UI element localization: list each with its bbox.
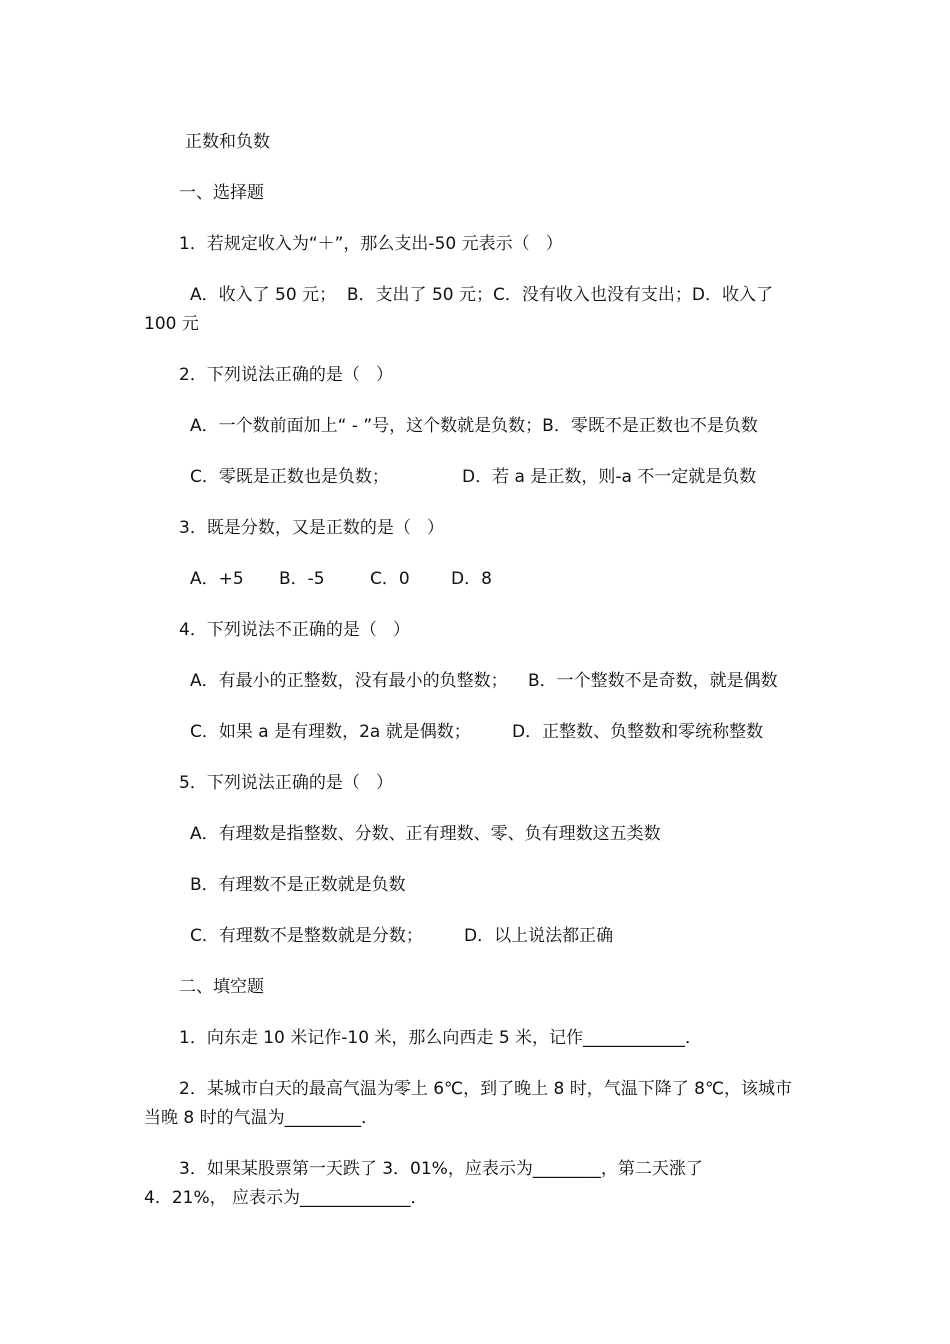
question-5-option-a: A．有理数是指整数、分数、正有理数、零、负有理数这五类数	[190, 824, 661, 844]
question-5-option-c: C．有理数不是整数就是分数；	[190, 926, 423, 946]
question-2-option-c: C．零既是正数也是负数；	[190, 467, 389, 487]
question-4-option-d: D．正整数、负整数和零统称整数	[512, 722, 764, 742]
fill-question-2: 2．某城市白天的最高气温为零上 6℃，到了晚上 8 时，气温下降了 8℃，该城市	[179, 1079, 793, 1099]
question-4-option-c: C．如果 a 是有理数，2a 就是偶数；	[190, 722, 471, 742]
question-2-option-d: D．若 a 是正数，则-a 不一定就是负数	[462, 467, 757, 487]
question-1-options-cont: 100 元	[144, 314, 199, 334]
section-heading-fill: 二、填空题	[179, 977, 264, 997]
question-5-option-d: D．以上说法都正确	[464, 926, 614, 946]
question-3-option-c: C．0	[370, 569, 410, 589]
question-2-options-ab: A．一个数前面加上“ - ”号，这个数就是负数；B．零既不是正数也不是负数	[190, 416, 758, 436]
question-1-options: A．收入了 50 元； B．支出了 50 元；C．没有收入也没有支出；D．收入了	[190, 285, 773, 305]
question-3: 3．既是分数，又是正数的是（ ）	[179, 518, 445, 538]
question-1: 1．若规定收入为“＋”，那么支出-50 元表示（ ）	[179, 234, 563, 254]
question-3-option-a: A．+5	[190, 569, 244, 589]
question-3-option-d: D．8	[451, 569, 492, 589]
fill-question-1: 1．向东走 10 米记作-10 米，那么向西走 5 米，记作____________．	[179, 1028, 703, 1048]
page-title: 正数和负数	[185, 132, 270, 152]
question-5-option-b: B．有理数不是正数就是负数	[190, 875, 406, 895]
fill-question-2-cont: 当晚 8 时的气温为_________．	[144, 1108, 379, 1128]
fill-question-3-cont: 4．21%， 应表示为_____________．	[144, 1188, 428, 1208]
question-4: 4．下列说法不正确的是（ ）	[179, 620, 411, 640]
section-heading-choice: 一、选择题	[179, 183, 264, 203]
fill-question-3: 3．如果某股票第一天跌了 3．01%，应表示为________，第二天涨了	[179, 1159, 703, 1179]
question-4-option-b: B．一个整数不是奇数，就是偶数	[528, 671, 778, 691]
question-4-option-a: A．有最小的正整数，没有最小的负整数；	[190, 671, 508, 691]
question-5: 5．下列说法正确的是（ ）	[179, 773, 394, 793]
question-2: 2．下列说法正确的是（ ）	[179, 365, 394, 385]
question-3-option-b: B．-5	[279, 569, 325, 589]
